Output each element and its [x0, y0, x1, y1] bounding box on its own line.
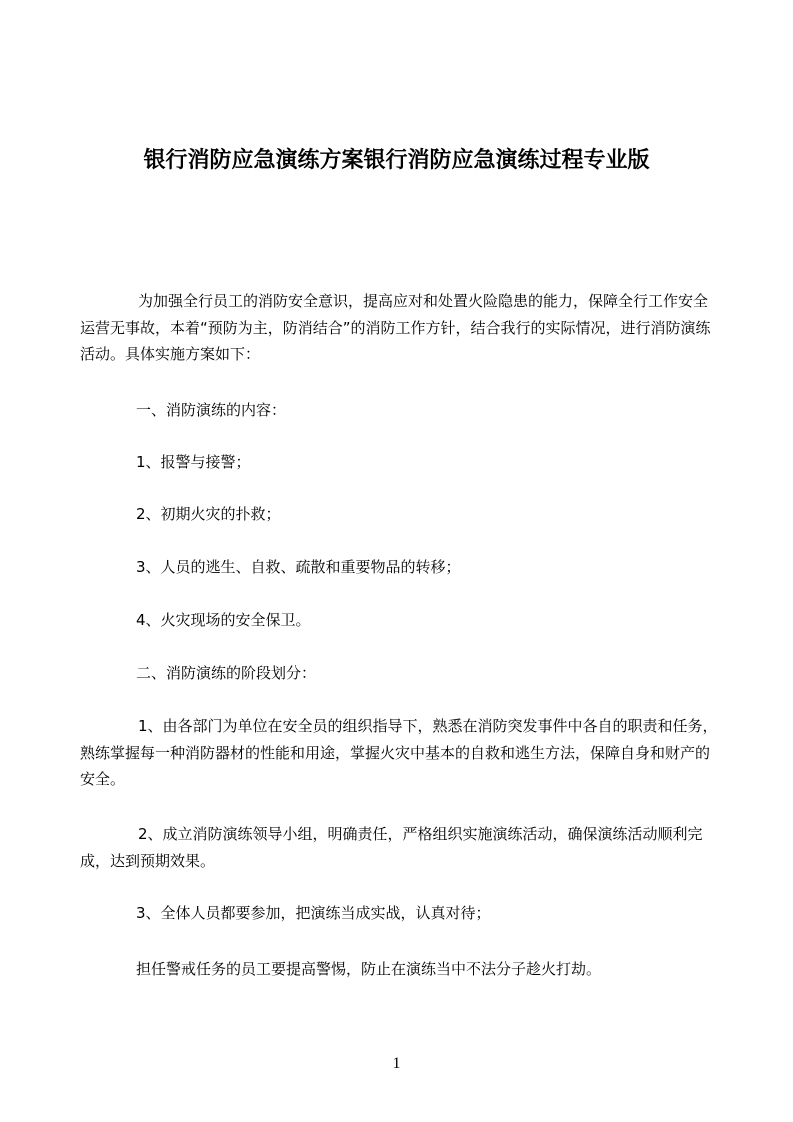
list-item: 4、火灾现场的安全保卫。	[136, 611, 311, 629]
section-heading-1: 一、消防演练的内容：	[136, 401, 287, 419]
list-item: 2、初期火灾的扑救；	[136, 505, 281, 523]
intro-paragraph: 为加强全行员工的消防安全意识，提高应对和处置火险隐患的能力，保障全行工作安全运营无事故，本着“预防为主，防消结合”的消防工作方针，结合我行的实际情况，进行消防演练活动。具体实施方案如下：	[80, 292, 711, 363]
section-heading-2: 二、消防演练的阶段划分：	[136, 664, 317, 682]
page-number: 1	[392, 1055, 401, 1072]
stage-paragraph: 1、由各部门为单位在安全员的组织指导下，熟悉在消防突发事件中各自的职责和任务，熟练掌握每一种消防器材的性能和用途，掌握火灾中基本的自救和逃生方法，保障自身和财产的安全。	[80, 717, 718, 788]
list-item: 3、人员的逃生、自救、疏散和重要物品的转移；	[136, 558, 461, 576]
stage-paragraph: 3、全体人员都要参加，把演练当成实战，认真对待；	[136, 904, 491, 922]
stage-paragraph: 2、成立消防演练领导小组，明确责任，严格组织实施演练活动，确保演练活动顺利完成，达到预期效果。	[80, 825, 703, 870]
document-title: 银行消防应急演练方案银行消防应急演练过程专业版	[143, 148, 650, 173]
list-item: 1、报警与接警；	[136, 453, 251, 471]
body-paragraph: 担任警戒任务的员工要提高警惕，防止在演练当中不法分子趁火打劫。	[136, 960, 602, 978]
